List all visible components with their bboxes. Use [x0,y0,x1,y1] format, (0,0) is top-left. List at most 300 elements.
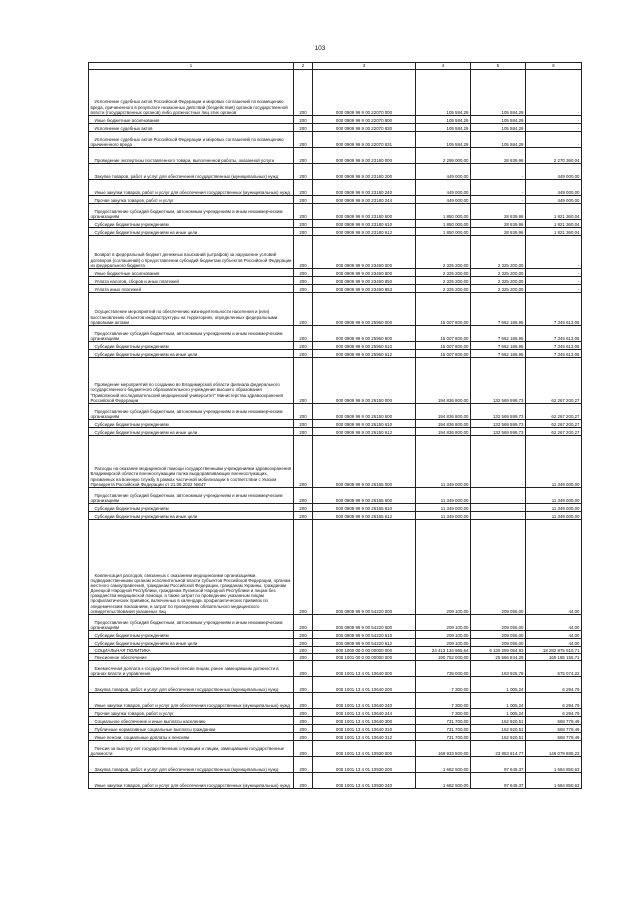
table-row [89,293,582,326]
line-code: 200 [294,420,313,428]
executed-amount: 209 056,00 [471,615,526,631]
executed-amount: 28 639,96 [471,220,526,228]
approved-budget-amount: 11 349 000,00 [416,436,471,488]
line-code: 200 [294,236,313,269]
line-code: 200 [294,757,313,773]
unexecuted-amount: 568 779,49 [526,725,582,733]
line-code: 200 [294,164,313,180]
budget-classification-code: 000 1000 00 0 00 00000 000 [313,647,416,654]
unexecuted-amount: 62 267 200,27 [526,420,582,428]
unexecuted-amount: 62 267 200,27 [526,428,582,436]
line-code: 200 [294,504,313,512]
table-row [89,504,582,512]
table-row [89,725,582,733]
line-code: 200 [294,661,313,677]
unexecuted-amount: - [526,132,582,148]
table-row [89,269,582,277]
table-row [89,693,582,709]
unexecuted-amount: 568 779,49 [526,733,582,741]
unexecuted-amount: 44,00 [526,631,582,639]
unexecuted-amount: - [526,277,582,285]
budget-classification-code: 000 0909 99 9 00 22070 800 [313,116,416,124]
table-row [89,236,582,269]
line-item-name: Расходы на оказание медицинской помощи государственными учреждениями здравоохранения Владимирской области военнослужащим полка выздоравливающих военнослужащих, призванных на военную службу в рамках частичной мобилизации в соответствии с Указом Президента Российской Федерации от 21.09.2022 №647 [89,436,294,488]
line-code: 200 [294,404,313,420]
line-item-name: Иные закупки товаров, работ и услуг для обеспечения государственных (муниципальных) нужд [89,773,294,789]
line-item-name: Уплата иных платежей [89,285,294,293]
line-item-name: Возврат в федеральный бюджет денежных взысканий (штрафов) за нарушение условий договоров (соглашений) о предоставлении субсидий бюджетам субъектов Российской Федерации из федерального бюджета [89,236,294,269]
executed-amount: - [471,164,526,180]
executed-amount: 2 325 200,00 [471,277,526,285]
line-item-name: Исполнение судебных актов Российской Федерации и мировых соглашений по возмещению вреда, причиненного в результате незаконных действий (бездействия) органов государственной власти (государственных органов) либо должностных лиц этих органов [89,70,294,116]
executed-amount: 105 584,29 [471,116,526,124]
unexecuted-amount: - [526,285,582,293]
table-row [89,326,582,342]
line-code: 200 [294,693,313,709]
approved-budget-amount: 15 007 800,00 [416,342,471,350]
line-item-name: Прочая закупка товаров, работ и услуг [89,709,294,717]
executed-amount: 7 662 186,95 [471,326,526,342]
line-item-name: Предоставление субсидий бюджетным, автономным учреждениям и иным некоммерческим организациям [89,204,294,220]
line-code: 200 [294,488,313,504]
executed-amount: 2 325 200,00 [471,285,526,293]
line-code: 200 [294,285,313,293]
line-code: 200 [294,342,313,350]
budget-classification-code: 000 0909 99 9 00 26165 600 [313,488,416,504]
line-item-name: Предоставление субсидий бюджетным, автономным учреждениям и иным некоммерческим организациям [89,326,294,342]
approved-budget-amount: 1 850 000,00 [416,228,471,236]
line-code: 200 [294,277,313,285]
table-row [89,520,582,615]
budget-classification-code: 000 0909 99 9 00 25960 610 [313,342,416,350]
table-row [89,116,582,124]
line-code: 200 [294,124,313,132]
column-header-4: 4 [416,63,471,70]
table-row [89,661,582,677]
budget-classification-code: 000 0909 99 9 00 23180 000 [313,148,416,164]
executed-amount: 28 639,96 [471,148,526,164]
line-item-name: Субсидии бюджетным учреждениям [89,420,294,428]
line-code: 200 [294,228,313,236]
approved-budget-amount: 1 682 500,00 [416,773,471,789]
approved-budget-amount: 739 000,00 [416,661,471,677]
line-code: 200 [294,773,313,789]
budget-classification-code: 000 1001 13 4 01 10640 310 [313,725,416,733]
approved-budget-amount: 731 700,00 [416,733,471,741]
budget-classification-code: 000 0909 99 9 00 23180 600 [313,204,416,220]
budget-classification-code: 000 0909 99 9 00 23180 244 [313,196,416,204]
budget-classification-code: 000 1001 13 4 01 10640 200 [313,677,416,693]
approved-budget-amount: 1 850 000,00 [416,204,471,220]
unexecuted-amount: 6 294,76 [526,693,582,709]
unexecuted-amount: 7 345 613,05 [526,350,582,358]
approved-budget-amount: 105 584,29 [416,116,471,124]
unexecuted-amount: 7 345 613,05 [526,293,582,326]
executed-amount: 23 853 614,77 [471,741,526,757]
approved-budget-amount: 2 299 000,00 [416,148,471,164]
line-item-name: Субсидии бюджетным учреждениям [89,342,294,350]
approved-budget-amount: 209 100,00 [416,639,471,647]
budget-classification-code: 000 0909 99 9 00 23460 000 [313,236,416,269]
table-row [89,654,582,661]
line-code: 200 [294,520,313,615]
line-item-name: Социальное обеспечение и иные выплаты населению [89,717,294,725]
line-code: 200 [294,148,313,164]
line-code: 200 [294,428,313,436]
budget-classification-code: 000 0909 99 9 00 25960 600 [313,326,416,342]
budget-classification-code: 000 0909 99 9 00 26165 610 [313,504,416,512]
budget-classification-code: 000 0909 99 9 00 22070 831 [313,132,416,148]
column-header-3: 3 [313,63,416,70]
line-code: 200 [294,196,313,204]
column-header-2: 2 [294,63,313,70]
approved-budget-amount: 105 584,29 [416,132,471,148]
unexecuted-amount: 575 074,22 [526,661,582,677]
unexecuted-amount: 165 185 155,71 [526,654,582,661]
line-item-name: Исполнение судебных актов [89,124,294,132]
table-row [89,164,582,180]
line-code: 200 [294,733,313,741]
unexecuted-amount: 146 079 885,23 [526,741,582,757]
approved-budget-amount: 2 325 200,00 [416,236,471,269]
executed-amount: - [471,512,526,520]
approved-budget-amount: 2 325 200,00 [416,277,471,285]
line-item-name: Субсидии бюджетным учреждениям на иные цели [89,512,294,520]
line-item-name: Уплата налогов, сборов и иных платежей [89,277,294,285]
unexecuted-amount: - [526,70,582,116]
approved-budget-amount: 169 933 500,00 [416,741,471,757]
budget-classification-code: 000 0909 99 9 00 22070 000 [313,70,416,116]
budget-classification-code: 000 1001 13 4 01 10930 000 [313,741,416,757]
approved-budget-amount: 209 100,00 [416,631,471,639]
approved-budget-amount: 15 007 800,00 [416,293,471,326]
approved-budget-amount: 194 836 800,00 [416,358,471,404]
line-code: 200 [294,677,313,693]
table-row [89,733,582,741]
approved-budget-amount: 731 700,00 [416,725,471,733]
executed-amount: 105 584,29 [471,124,526,132]
table-row [89,124,582,132]
unexecuted-amount: - [526,269,582,277]
table-row [89,180,582,196]
approved-budget-amount: 194 836 800,00 [416,420,471,428]
column-header-1: 1 [89,63,294,70]
table-row [89,677,582,693]
table-row [89,277,582,285]
unexecuted-amount: 1 584 850,63 [526,773,582,789]
line-code: 200 [294,358,313,404]
table-row [89,148,582,164]
budget-classification-code: 000 0909 99 9 00 26150 610 [313,420,416,428]
line-item-name: Предоставление субсидий бюджетным, автономным учреждениям и иным некоммерческим организациям [89,404,294,420]
approved-budget-amount: 209 100,00 [416,520,471,615]
line-code: 200 [294,350,313,358]
approved-budget-amount: 7 300,00 [416,677,471,693]
executed-amount: 132 569 599,73 [471,428,526,436]
line-code: 200 [294,132,313,148]
table-row [89,773,582,789]
approved-budget-amount: 2 325 200,00 [416,285,471,293]
table-row [89,717,582,725]
table-row [89,70,582,116]
unexecuted-amount: 11 349 000,00 [526,512,582,520]
budget-classification-code: 000 1001 13 4 01 10640 244 [313,709,416,717]
executed-amount: 209 056,00 [471,520,526,615]
budget-classification-code: 000 1001 13 4 01 10640 000 [313,661,416,677]
executed-amount: 162 920,51 [471,725,526,733]
executed-amount: 132 569 599,73 [471,404,526,420]
executed-amount: 105 584,29 [471,132,526,148]
unexecuted-amount: 6 294,76 [526,677,582,693]
line-item-name: Публичные нормативные социальные выплаты гражданам [89,725,294,733]
line-item-name: Субсидии бюджетным учреждениям на иные цели [89,350,294,358]
approved-budget-amount: 15 007 800,00 [416,350,471,358]
executed-amount: 7 662 186,95 [471,350,526,358]
executed-amount: 162 920,51 [471,733,526,741]
unexecuted-amount: 1 584 850,63 [526,757,582,773]
line-item-name: Субсидии бюджетным учреждениям [89,504,294,512]
table-row [89,709,582,717]
line-code: 200 [294,725,313,733]
approved-budget-amount: 2 325 200,00 [416,269,471,277]
executed-amount: - [471,436,526,488]
table-row [89,615,582,631]
unexecuted-amount: 2 270 360,04 [526,148,582,164]
line-code: 200 [294,717,313,725]
line-item-name: Проведение экспертизы поставленного товара, выполненной работы, оказанной услуги [89,148,294,164]
line-item-name: Закупка товаров, работ и услуг для обеспечения государственных (муниципальных) нужд [89,757,294,773]
unexecuted-amount: 568 779,49 [526,717,582,725]
line-item-name: Субсидии бюджетным учреждениям [89,631,294,639]
executed-amount: 25 566 844,29 [471,654,526,661]
budget-execution-table [88,62,582,789]
budget-classification-code: 000 1001 13 4 01 10930 240 [313,773,416,789]
budget-classification-code: 000 0909 99 9 00 23180 610 [313,220,416,228]
budget-classification-code: 000 1001 13 4 01 10640 312 [313,733,416,741]
line-code: 200 [294,647,313,654]
budget-classification-code: 000 0909 99 9 00 54220 000 [313,520,416,615]
unexecuted-amount: 11 349 000,00 [526,488,582,504]
unexecuted-amount: - [526,124,582,132]
line-item-name: Иные закупки товаров, работ и услуг для обеспечения государственных (муниципальных) нужд [89,693,294,709]
line-item-name: Субсидии бюджетным учреждениям на иные цели [89,228,294,236]
approved-budget-amount: 190 752 000,00 [416,654,471,661]
executed-amount: 7 662 186,95 [471,342,526,350]
budget-classification-code: 000 0909 99 9 00 54220 610 [313,631,416,639]
table-row [89,220,582,228]
budget-classification-code: 000 0909 99 9 00 23460 850 [313,277,416,285]
unexecuted-amount: 44,00 [526,520,582,615]
budget-classification-code: 000 0909 99 9 00 26150 000 [313,358,416,404]
approved-budget-amount: 1 682 500,00 [416,757,471,773]
executed-amount: - [471,504,526,512]
executed-amount: - [471,196,526,204]
line-item-name: Исполнение судебных актов Российской Федерации и мировых соглашений по возмещению причиненного вреда [89,132,294,148]
budget-classification-code: 000 1001 00 0 00 00000 000 [313,654,416,661]
line-item-name: Иные бюджетные ассигнования [89,116,294,124]
unexecuted-amount: 11 349 000,00 [526,504,582,512]
line-item-name: Предоставление субсидий бюджетным, автономным учреждениям и иным некоммерческим организациям [89,488,294,504]
unexecuted-amount: 44,00 [526,615,582,631]
budget-classification-code: 000 0909 99 9 00 22070 830 [313,124,416,132]
unexecuted-amount: 7 345 613,05 [526,342,582,350]
budget-classification-code: 000 0909 99 9 00 26165 000 [313,436,416,488]
line-item-name: Субсидии бюджетным учреждениям на иные цели [89,428,294,436]
line-item-name: Компенсация расходов, связанных с оказанием медицинскими организациями, подведомственными органам исполнительной власти субъектов Российской Федерации, органам местного самоуправления, гражданам Российской Федерации, гражданам Украины, гражданам Донецкой Народной Республики, гражданам Луганской Народной Республики и лицам без гражданства медицинской помощи, а также затрат по проведению указанным лицам профилактических прививок, включенных в календарь профилактических прививок по эпидемическим показаниям, и затрат по проведению обязательного медицинского освидетельствования указанных лиц [89,520,294,615]
executed-amount: 97 649,37 [471,773,526,789]
line-code: 200 [294,220,313,228]
table-row [89,204,582,220]
unexecuted-amount: 44,00 [526,639,582,647]
approved-budget-amount: 105 584,29 [416,124,471,132]
column-header-6: 6 [526,63,582,70]
line-code: 200 [294,116,313,124]
column-header-5: 5 [471,63,526,70]
table-row [89,196,582,204]
executed-amount: 209 056,00 [471,639,526,647]
unexecuted-amount: 18 282 875 510,71 [526,647,582,654]
line-item-name: Иные пенсии, социальные доплаты к пенсиям [89,733,294,741]
line-code: 200 [294,512,313,520]
line-item-name: Закупка товаров, работ и услуг для обеспечения государственных (муниципальных) нужд [89,164,294,180]
line-item-name: Субсидии бюджетным учреждениям [89,220,294,228]
line-code: 200 [294,326,313,342]
executed-amount: 2 325 200,00 [471,269,526,277]
line-code: 200 [294,615,313,631]
table-body [89,70,582,789]
budget-classification-code: 000 0909 99 9 00 54220 600 [313,615,416,631]
column-number-header-row [89,63,582,70]
unexecuted-amount: 449 000,00 [526,196,582,204]
table-row [89,285,582,293]
table-row [89,350,582,358]
executed-amount: - [471,180,526,196]
approved-budget-amount: 15 007 800,00 [416,326,471,342]
table-row [89,757,582,773]
executed-amount: 6 130 259 054,93 [471,647,526,654]
approved-budget-amount: 105 584,29 [416,70,471,116]
table-row [89,639,582,647]
budget-classification-code: 000 0909 99 9 00 23460 853 [313,285,416,293]
executed-amount: 2 325 200,00 [471,236,526,269]
table-row [89,342,582,350]
executed-amount: 97 649,37 [471,757,526,773]
approved-budget-amount: 449 000,00 [416,180,471,196]
table-row [89,428,582,436]
line-code: 200 [294,631,313,639]
unexecuted-amount: 7 345 613,05 [526,326,582,342]
approved-budget-amount: 731 700,00 [416,717,471,725]
table-row [89,488,582,504]
unexecuted-amount: 449 000,00 [526,164,582,180]
approved-budget-amount: 24 413 134 565,64 [416,647,471,654]
table-row [89,228,582,236]
executed-amount: - [471,488,526,504]
line-item-name: Ежемесячная доплата к государственной пенсии лицам, ранее замещавшим должности в органах власти и управления [89,661,294,677]
unexecuted-amount: - [526,236,582,269]
budget-classification-code: 000 0909 99 9 00 25960 612 [313,350,416,358]
line-code: 200 [294,639,313,647]
unexecuted-amount: 1 821 360,04 [526,204,582,220]
executed-amount: 132 569 599,73 [471,420,526,428]
budget-classification-code: 000 0909 99 9 00 25960 000 [313,293,416,326]
table-row [89,631,582,639]
unexecuted-amount: 6 294,76 [526,709,582,717]
budget-classification-code: 000 1001 13 4 01 10640 300 [313,717,416,725]
unexecuted-amount: 1 821 360,04 [526,220,582,228]
line-item-name: Субсидии бюджетным учреждениям на иные цели [89,639,294,647]
executed-amount: 28 639,96 [471,204,526,220]
budget-classification-code: 000 0909 99 9 00 23180 200 [313,164,416,180]
line-item-name: СОЦИАЛЬНАЯ ПОЛИТИКА [89,647,294,654]
unexecuted-amount: 62 267 200,27 [526,358,582,404]
budget-classification-code: 000 0909 99 9 00 23460 800 [313,269,416,277]
budget-classification-code: 000 0909 99 9 00 54220 612 [313,639,416,647]
line-code: 200 [294,654,313,661]
table-row [89,512,582,520]
approved-budget-amount: 7 300,00 [416,693,471,709]
table-row [89,436,582,488]
line-item-name: Пенсия за выслугу лет государственным служащим и лицам, замещавшим государственные должности [89,741,294,757]
executed-amount: 209 056,00 [471,631,526,639]
table-row [89,647,582,654]
line-item-name: Прочая закупка товаров, работ и услуг [89,196,294,204]
line-item-name: Иные закупки товаров, работ и услуг для обеспечения государственных (муниципальных) нужд [89,180,294,196]
executed-amount: 28 639,96 [471,228,526,236]
approved-budget-amount: 11 349 000,00 [416,512,471,520]
executed-amount: 132 569 599,73 [471,358,526,404]
line-item-name: Иные бюджетные ассигнования [89,269,294,277]
approved-budget-amount: 449 000,00 [416,164,471,180]
executed-amount: 7 662 186,95 [471,293,526,326]
unexecuted-amount: 62 267 200,27 [526,404,582,420]
line-code: 200 [294,709,313,717]
approved-budget-amount: 449 000,00 [416,196,471,204]
budget-classification-code: 000 0909 99 9 00 23180 612 [313,228,416,236]
approved-budget-amount: 194 836 800,00 [416,428,471,436]
line-code: 200 [294,436,313,488]
line-code: 200 [294,204,313,220]
unexecuted-amount: 1 821 360,04 [526,228,582,236]
line-item-name: Предоставление субсидий бюджетным, автономным учреждениям и иным некоммерческим организациям [89,615,294,631]
executed-amount: 105 584,29 [471,70,526,116]
line-item-name: Проведение мероприятий по созданию во Владимирской области филиала федерального государственного бюджетного образовательного учреждения высшего образования "Приволжский исследовательский медицинский университет" Министерства здравоохранения Российской Федерации [89,358,294,404]
budget-classification-code: 000 1001 13 4 01 10930 200 [313,757,416,773]
table-row [89,741,582,757]
executed-amount: 163 925,78 [471,661,526,677]
budget-classification-code: 000 0909 99 9 00 26150 612 [313,428,416,436]
unexecuted-amount: - [526,116,582,124]
executed-amount: 1 005,24 [471,677,526,693]
line-code: 200 [294,70,313,116]
budget-classification-code: 000 0909 99 9 00 26165 612 [313,512,416,520]
line-item-name: Осуществление мероприятий по обеспечению жизнедеятельности населения и (или) восстановлению объектов инфраструктуры на территориях, определенных федеральными правовыми актами [89,293,294,326]
table-row [89,404,582,420]
approved-budget-amount: 194 836 800,00 [416,404,471,420]
table-row [89,132,582,148]
budget-classification-code: 000 0909 99 9 00 26150 600 [313,404,416,420]
executed-amount: 1 005,24 [471,709,526,717]
table-row [89,420,582,428]
budget-classification-code: 000 1001 13 4 01 10640 240 [313,693,416,709]
unexecuted-amount: 449 000,00 [526,180,582,196]
approved-budget-amount: 11 349 000,00 [416,488,471,504]
executed-amount: 162 920,51 [471,717,526,725]
line-code: 200 [294,293,313,326]
page-number: 103 [314,45,326,52]
unexecuted-amount: 11 349 000,00 [526,436,582,488]
budget-classification-code: 000 0909 99 9 00 23180 240 [313,180,416,196]
